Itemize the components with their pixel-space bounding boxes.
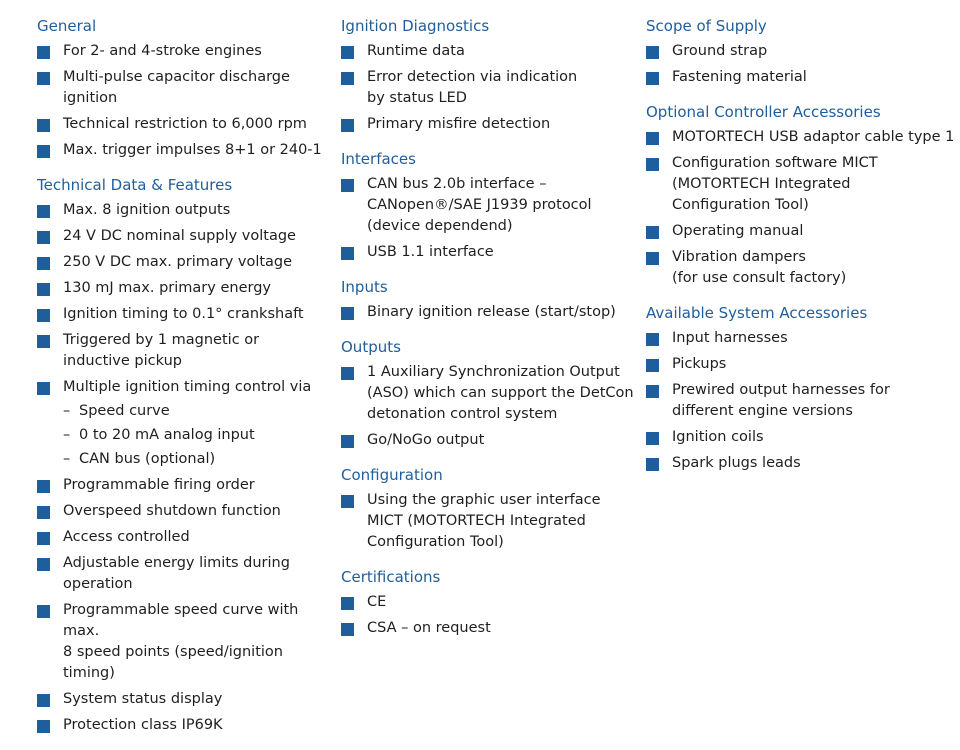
list-item-text: Multiple ignition timing control via <box>63 379 312 395</box>
square-bullet-icon <box>37 231 50 244</box>
list-item-text: Runtime data <box>367 43 465 59</box>
list-item <box>37 140 337 161</box>
list-item-text: 130 mJ max. primary energy <box>63 280 271 296</box>
list-item-text: System status display <box>63 691 223 707</box>
square-bullet-icon <box>37 532 50 545</box>
dash-bullet-icon: – <box>63 427 71 443</box>
section-list <box>341 592 641 639</box>
list-item-text: 24 V DC nominal supply voltage <box>63 228 296 244</box>
section-list <box>646 41 956 88</box>
list-item-text: Ignition timing to 0.1° crankshaft <box>63 306 304 322</box>
sub-list-item-text: CAN bus (optional) <box>79 451 216 467</box>
list-item-text: CAN bus 2.0b interface – CANopen®/SAE J1939 protocol (device dependend) <box>367 176 592 234</box>
square-bullet-icon <box>646 158 659 171</box>
list-item-text: USB 1.1 interface <box>367 244 494 260</box>
list-item <box>37 278 337 299</box>
section-list <box>341 41 641 135</box>
square-bullet-icon <box>37 72 50 85</box>
list-item-text: Binary ignition release (start/stop) <box>367 304 616 320</box>
square-bullet-icon <box>37 205 50 218</box>
list-item <box>341 302 641 323</box>
square-bullet-icon <box>341 623 354 636</box>
section-list <box>341 490 641 553</box>
square-bullet-icon <box>646 226 659 239</box>
list-item-text: Configuration software MICT (MOTORTECH Integrated Configuration Tool) <box>672 155 878 213</box>
list-item <box>341 430 641 451</box>
list-item <box>646 453 956 474</box>
list-item <box>37 715 337 736</box>
list-item-text: Multi-pulse capacitor discharge ignition <box>63 69 290 106</box>
list-item <box>341 592 641 613</box>
list-item <box>37 475 337 496</box>
dash-bullet-icon: – <box>63 451 71 467</box>
list-item <box>341 67 641 109</box>
section-heading: Interfaces <box>341 150 416 168</box>
list-item <box>37 377 337 470</box>
list-item-text: Protection class IP69K <box>63 717 223 733</box>
column-3 <box>646 16 956 488</box>
dash-bullet-icon: – <box>63 403 71 419</box>
list-item-text: CE <box>367 594 387 610</box>
section-list <box>646 328 956 474</box>
section-heading: Certifications <box>341 568 441 586</box>
list-item <box>37 67 337 109</box>
sub-list <box>63 401 337 470</box>
list-item-text: Programmable firing order <box>63 477 255 493</box>
square-bullet-icon <box>341 307 354 320</box>
square-bullet-icon <box>341 247 354 260</box>
section-list <box>341 174 641 263</box>
square-bullet-icon <box>341 46 354 59</box>
square-bullet-icon <box>341 119 354 132</box>
square-bullet-icon <box>341 495 354 508</box>
square-bullet-icon <box>646 46 659 59</box>
square-bullet-icon <box>646 359 659 372</box>
list-item-text: Spark plugs leads <box>672 455 801 471</box>
sub-list-item <box>63 401 337 422</box>
list-item <box>341 490 641 553</box>
list-item-text: Fastening material <box>672 69 807 85</box>
list-item-text: Pickups <box>672 356 727 372</box>
list-item-text: Adjustable energy limits during operation <box>63 555 290 592</box>
square-bullet-icon <box>37 309 50 322</box>
list-item-text: Programmable speed curve with max. 8 speed points (speed/ignition timing) <box>63 602 299 681</box>
list-item <box>341 242 641 263</box>
square-bullet-icon <box>37 720 50 733</box>
square-bullet-icon <box>341 72 354 85</box>
list-item-text: Error detection via indication by status LED <box>367 69 578 106</box>
list-item-text: Max. 8 ignition outputs <box>63 202 231 218</box>
list-item <box>646 427 956 448</box>
square-bullet-icon <box>646 458 659 471</box>
list-item-text: Primary misfire detection <box>367 116 551 132</box>
list-item-text: CSA – on request <box>367 620 491 636</box>
square-bullet-icon <box>37 506 50 519</box>
square-bullet-icon <box>646 385 659 398</box>
list-item <box>341 174 641 237</box>
square-bullet-icon <box>37 382 50 395</box>
section-heading: Optional Controller Accessories <box>646 103 881 121</box>
section-list <box>341 362 641 451</box>
list-item-text: Vibration dampers (for use consult factory) <box>672 249 847 286</box>
list-item <box>646 247 956 289</box>
section-heading: Inputs <box>341 278 388 296</box>
list-item <box>37 252 337 273</box>
sub-list-item <box>63 425 337 446</box>
list-item <box>341 114 641 135</box>
sub-list-item-text: 0 to 20 mA analog input <box>79 427 255 443</box>
square-bullet-icon <box>341 179 354 192</box>
square-bullet-icon <box>37 46 50 59</box>
list-item <box>646 67 956 88</box>
list-item-text: Input harnesses <box>672 330 788 346</box>
list-item-text: Access controlled <box>63 529 190 545</box>
list-item-text: Technical restriction to 6,000 rpm <box>63 116 307 132</box>
list-item <box>341 362 641 425</box>
list-item <box>37 600 337 684</box>
section-heading: Available System Accessories <box>646 304 868 322</box>
list-item <box>646 127 956 148</box>
list-item <box>646 328 956 349</box>
sub-list-item-text: Speed curve <box>79 403 170 419</box>
list-item-text: 1 Auxiliary Synchronization Output (ASO) which can support the DetCon detonation control system <box>367 364 634 422</box>
list-item <box>646 41 956 62</box>
square-bullet-icon <box>646 333 659 346</box>
list-item <box>37 41 337 62</box>
list-item-text: Operating manual <box>672 223 804 239</box>
list-item <box>341 41 641 62</box>
square-bullet-icon <box>341 597 354 610</box>
column-2 <box>341 16 641 653</box>
square-bullet-icon <box>37 283 50 296</box>
square-bullet-icon <box>341 367 354 380</box>
square-bullet-icon <box>646 132 659 145</box>
column-1 <box>37 16 337 750</box>
list-item-text: Go/NoGo output <box>367 432 485 448</box>
section-heading: General <box>37 17 97 35</box>
list-item <box>646 153 956 216</box>
sub-list-item <box>63 449 337 470</box>
square-bullet-icon <box>37 558 50 571</box>
square-bullet-icon <box>37 335 50 348</box>
square-bullet-icon <box>37 145 50 158</box>
section-heading: Technical Data & Features <box>37 176 233 194</box>
list-item <box>341 618 641 639</box>
square-bullet-icon <box>646 252 659 265</box>
square-bullet-icon <box>646 72 659 85</box>
square-bullet-icon <box>37 605 50 618</box>
list-item-text: Prewired output harnesses for different engine versions <box>672 382 890 419</box>
section-list <box>341 302 641 323</box>
section-list <box>646 127 956 289</box>
list-item <box>37 200 337 221</box>
list-item-text: Using the graphic user interface MICT (MOTORTECH Integrated Configuration Tool) <box>367 492 601 550</box>
list-item-text: For 2- and 4-stroke engines <box>63 43 262 59</box>
square-bullet-icon <box>646 432 659 445</box>
section-list <box>37 41 337 161</box>
list-item-text: Ground strap <box>672 43 768 59</box>
list-item <box>37 226 337 247</box>
list-item <box>646 221 956 242</box>
list-item <box>37 553 337 595</box>
list-item-text: 250 V DC max. primary voltage <box>63 254 293 270</box>
list-item-text: Max. trigger impulses 8+1 or 240-1 <box>63 142 322 158</box>
section-list <box>37 200 337 736</box>
square-bullet-icon <box>37 257 50 270</box>
section-heading: Scope of Supply <box>646 17 767 35</box>
section-heading: Ignition Diagnostics <box>341 17 490 35</box>
square-bullet-icon <box>341 435 354 448</box>
list-item-text: Overspeed shutdown function <box>63 503 281 519</box>
list-item-text: MOTORTECH USB adaptor cable type 1 <box>672 129 955 145</box>
list-item <box>646 380 956 422</box>
section-heading: Outputs <box>341 338 401 356</box>
list-item <box>646 354 956 375</box>
list-item <box>37 527 337 548</box>
section-heading: Configuration <box>341 466 443 484</box>
list-item <box>37 330 337 372</box>
list-item-text: Triggered by 1 magnetic or inductive pickup <box>63 332 260 369</box>
square-bullet-icon <box>37 119 50 132</box>
square-bullet-icon <box>37 480 50 493</box>
list-item <box>37 304 337 325</box>
list-item <box>37 114 337 135</box>
list-item-text: Ignition coils <box>672 429 764 445</box>
square-bullet-icon <box>37 694 50 707</box>
list-item <box>37 501 337 522</box>
